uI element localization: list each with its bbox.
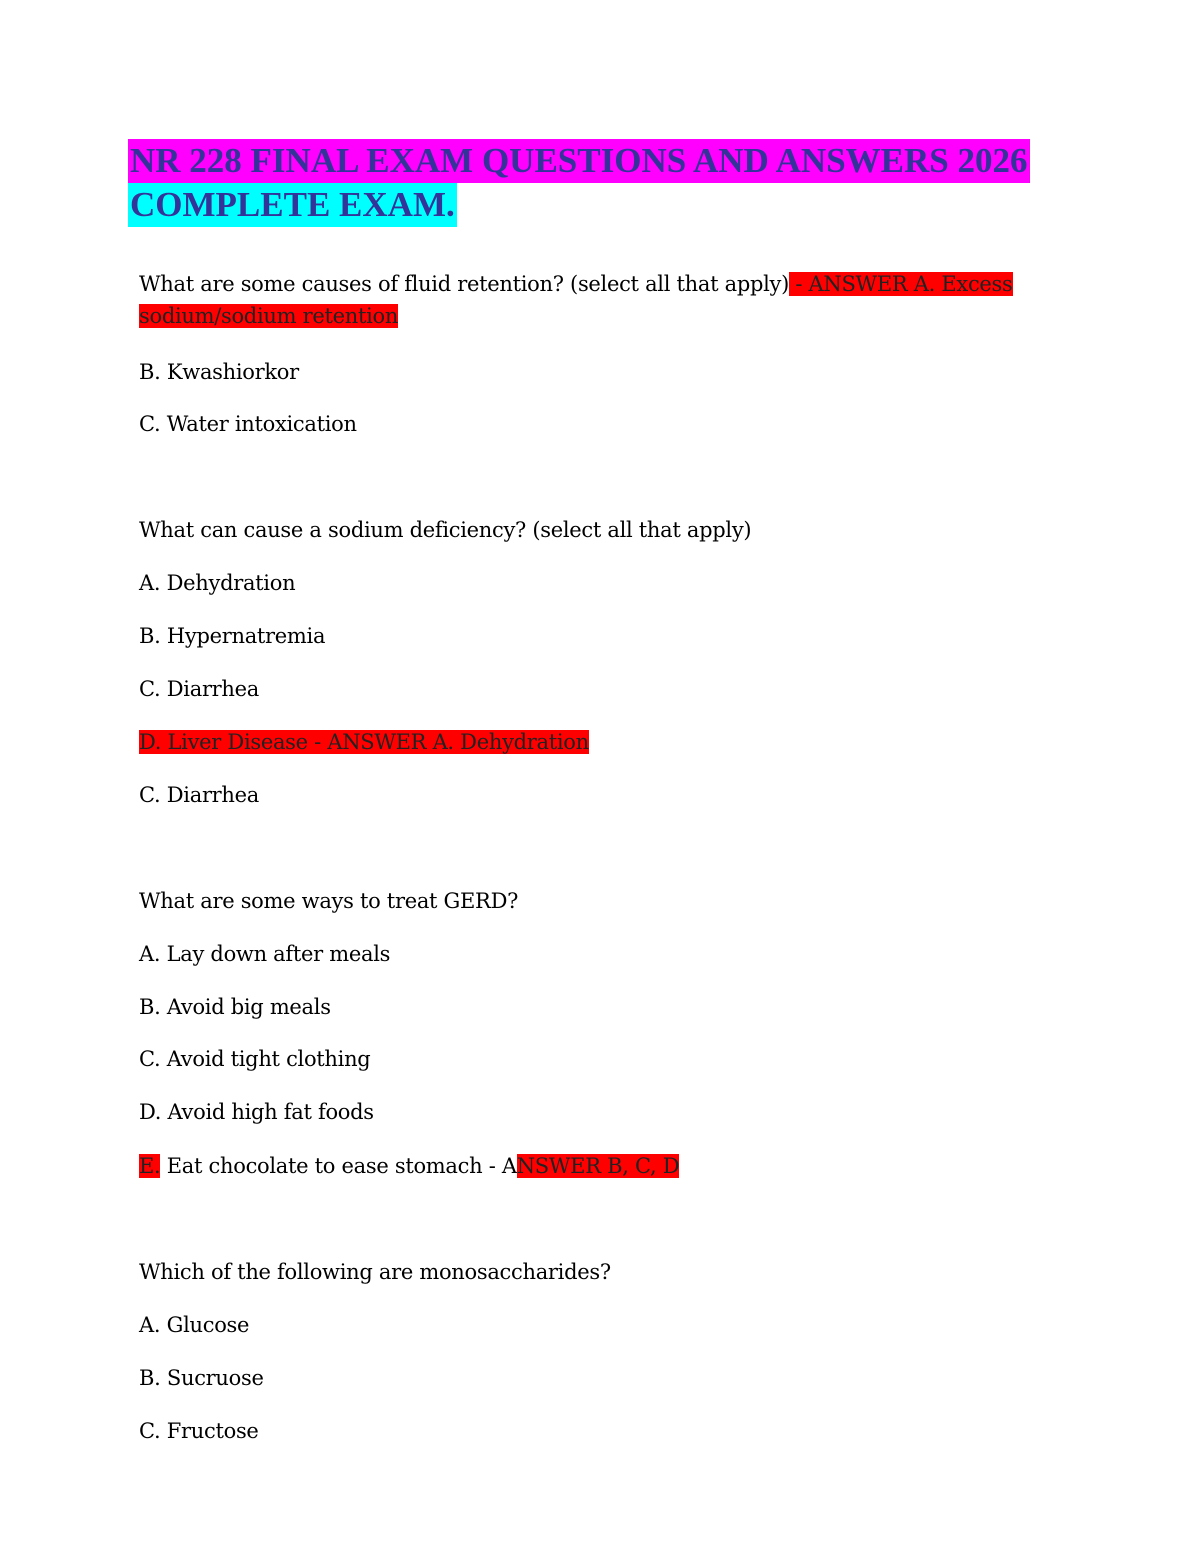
question-3-option-a: A. Lay down after meals: [139, 942, 391, 966]
question-3-option-c: C. Avoid tight clothing: [139, 1047, 371, 1071]
question-4-option-c: C. Fructose: [139, 1419, 259, 1443]
question-4: Which of the following are monosaccharides?: [139, 1260, 611, 1284]
question-3-option-e-text: Eat chocolate to ease stomach - A: [160, 1154, 517, 1178]
question-2-option-b: B. Hypernatremia: [139, 624, 326, 648]
question-1-option-c: C. Water intoxication: [139, 412, 357, 436]
question-3-option-d: D. Avoid high fat foods: [139, 1100, 374, 1124]
question-3-option-b: B. Avoid big meals: [139, 995, 331, 1019]
question-3: What are some ways to treat GERD?: [139, 889, 519, 913]
question-2-option-a: A. Dehydration: [139, 571, 296, 595]
question-4-option-a: A. Glucose: [139, 1313, 250, 1337]
question-3-option-e-label: E.: [139, 1154, 161, 1178]
question-2-answer-c: C. Diarrhea: [139, 783, 259, 807]
question-3-answer-highlight: NSWER B, C, D: [516, 1154, 680, 1178]
question-2: What can cause a sodium deficiency? (select all that apply): [139, 518, 752, 542]
question-1-answer-highlight-1: - ANSWER A. Excess: [788, 272, 1013, 296]
question-1-text: What are some causes of fluid retention? (select all that apply): [139, 272, 789, 296]
question-1-answer-line-2: [139, 301, 398, 331]
document-title-line-2: [128, 183, 457, 227]
document-title-line-1: [128, 139, 1030, 183]
question-2-answer-highlight: D. Liver Disease - ANSWER A. Dehydration: [139, 730, 589, 754]
title-text-1: NR 228 FINAL EXAM QUESTIONS AND ANSWERS 2026: [128, 139, 1030, 183]
title-text-2: COMPLETE EXAM.: [128, 183, 457, 227]
question-1-answer-highlight-2: sodium/sodium retention: [139, 304, 399, 328]
question-4-option-b: B. Sucruose: [139, 1366, 264, 1390]
question-2-option-d-answer: [139, 727, 589, 757]
question-1-option-b: B. Kwashiorkor: [139, 360, 299, 384]
question-3-option-e: [139, 1151, 679, 1181]
question-1: [139, 269, 1013, 299]
question-2-option-c: C. Diarrhea: [139, 677, 259, 701]
